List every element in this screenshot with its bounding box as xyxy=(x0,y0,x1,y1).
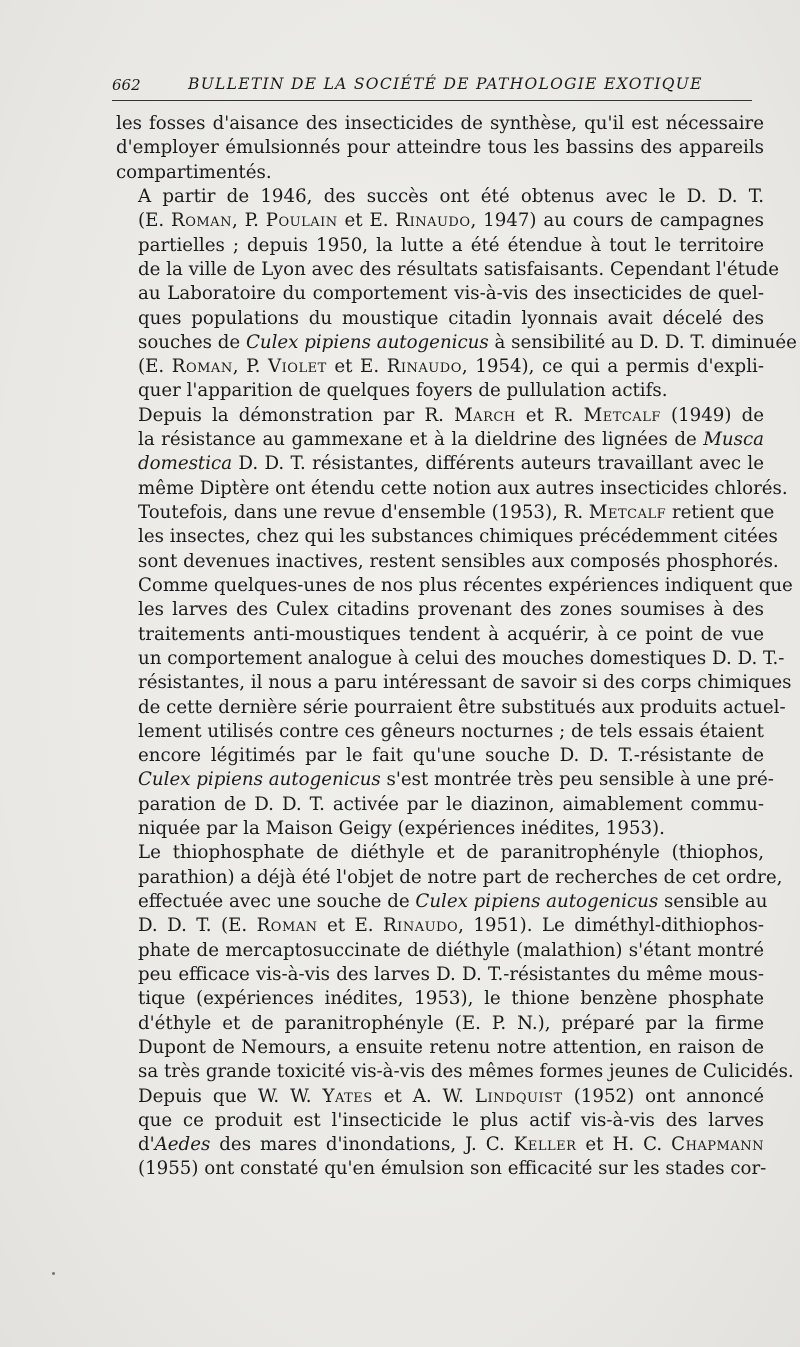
page-number: 662 xyxy=(112,76,141,94)
text-line: sa très grande toxicité vis-à-vis des mêmes formes jeunes de Culicidés. xyxy=(138,1061,794,1083)
text-line: lement utilisés contre ces gêneurs nocturnes ; de tels essais étaient xyxy=(138,720,764,742)
article-body xyxy=(116,112,797,1182)
page-speck xyxy=(52,1272,55,1275)
paragraph-1 xyxy=(116,112,764,185)
text-line: un comportement analogue à celui des mouches domestiques D. D. T.- xyxy=(138,647,785,669)
text-line: Culex pipiens autogenicus s'est montrée très peu sensible à une pré- xyxy=(138,769,774,791)
text-line: d'Aedes des mares d'inondations, J. C. Keller et H. C. Chapmann xyxy=(138,1134,764,1156)
text-line: Depuis la démonstration par R. March et R. Metcalf (1949) de xyxy=(138,404,764,426)
text-line: d'employer émulsionnés pour atteindre tous les bassins des appareils xyxy=(116,137,764,159)
paragraph-4 xyxy=(116,841,794,1181)
text-line: domestica D. D. T. résistantes, différents auteurs travaillant avec le xyxy=(138,453,764,475)
text-line: Depuis que W. W. Yates et A. W. Lindquist (1952) ont annoncé xyxy=(138,1085,764,1107)
text-line: les fosses d'aisance des insecticides de synthèse, qu'il est nécessaire xyxy=(116,113,764,134)
text-line: ques populations du moustique citadin lyonnais avait décelé des xyxy=(138,307,764,329)
text-line: encore légitimés par le fait qu'une souche D. D. T.-résistante de xyxy=(138,745,764,767)
text-line: même Diptère ont étendu cette notion aux autres insecticides chlorés. xyxy=(138,477,788,499)
text-line: (1955) ont constaté qu'en émulsion son efficacité sur les stades cor- xyxy=(138,1158,767,1180)
text-line: partielles ; depuis 1950, la lutte a été étendue à tout le territoire xyxy=(138,234,764,256)
page-header xyxy=(112,72,752,101)
text-line: compartimentés. xyxy=(116,161,272,183)
text-line: (E. Roman, P. Poulain et E. Rinaudo, 1947) au cours de campagnes xyxy=(138,210,765,232)
text-line: souches de Culex pipiens autogenicus à sensibilité au D. D. T. diminuée xyxy=(138,331,797,353)
text-line: phate de mercaptosuccinate de diéthyle (malathion) s'étant montré xyxy=(138,939,764,961)
paragraph-2 xyxy=(116,185,797,404)
text-line: la résistance au gammexane et à la dieldrine des lignées de Musca xyxy=(138,429,764,451)
text-line: effectuée avec une souche de Culex pipiens autogenicus sensible au xyxy=(138,891,768,912)
text-line: les insectes, chez qui les substances chimiques précédemment citées xyxy=(138,526,778,548)
text-line: peu efficace vis-à-vis des larves D. D. T.-résistantes du même mous- xyxy=(138,963,764,985)
text-line: Comme quelques-unes de nos plus récentes expériences indiquent que xyxy=(138,574,793,596)
text-line: traitements anti-moustiques tendent à acquérir, à ce point de vue xyxy=(138,623,764,645)
text-line: A partir de 1946, des succès ont été obtenus avec le D. D. T. xyxy=(138,185,764,207)
text-line: quer l'apparition de quelques foyers de pullulation actifs. xyxy=(138,380,668,402)
text-line: de cette dernière série pourraient être substitués aux produits actuel- xyxy=(138,696,786,718)
text-line: de la ville de Lyon avec des résultats satisfaisants. Cependant l'étude xyxy=(138,258,780,280)
text-line: Le thiophosphate de diéthyle et de paranitrophényle (thiophos, xyxy=(138,842,764,864)
paragraph-3 xyxy=(116,404,793,842)
text-line: Toutefois, dans une revue d'ensemble (1953), R. Metcalf retient que xyxy=(138,502,775,523)
text-line: au Laboratoire du comportement vis-à-vis des insecticides de quel- xyxy=(138,283,764,305)
text-line: parathion) a déjà été l'objet de notre part de recherches de cet ordre, xyxy=(138,866,783,888)
text-line: résistantes, il nous a paru intéressant de savoir si des corps chimiques xyxy=(138,672,792,694)
text-line: D. D. T. (E. Roman et E. Rinaudo, 1951). Le diméthyl-dithiophos- xyxy=(138,915,764,937)
text-line: tique (expériences inédites, 1953), le thione benzène phosphate xyxy=(138,988,764,1010)
text-line: niquée par la Maison Geigy (expériences inédites, 1953). xyxy=(138,818,665,840)
text-line: les larves des Culex citadins provenant des zones soumises à des xyxy=(138,599,764,621)
text-line: sont devenues inactives, restent sensibles aux composés phosphorés. xyxy=(138,550,779,572)
text-line: Dupont de Nemours, a ensuite retenu notre attention, en raison de xyxy=(138,1036,764,1058)
text-line: (E. Roman, P. Violet et E. Rinaudo, 1954), ce qui a permis d'expli- xyxy=(138,356,764,378)
text-line: paration de D. D. T. activée par le diazinon, aimablement commu- xyxy=(138,793,764,815)
running-head: BULLETIN DE LA SOCIÉTÉ DE PATHOLOGIE EXOTIQUE xyxy=(188,75,703,93)
text-line: que ce produit est l'insecticide le plus actif vis-à-vis des larves xyxy=(138,1109,764,1131)
text-line: d'éthyle et de paranitrophényle (E. P. N.), préparé par la firme xyxy=(138,1012,764,1034)
